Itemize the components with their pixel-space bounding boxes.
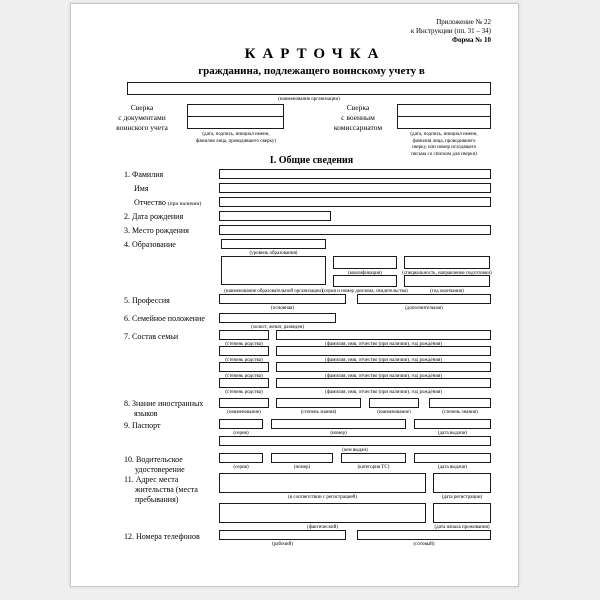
- language-level-input-1[interactable]: [276, 398, 361, 408]
- family-person-input-2[interactable]: [276, 346, 491, 356]
- education-diploma-caption: (серия и номер диплома, свидетельства): [322, 288, 408, 294]
- phone-work-input[interactable]: [219, 530, 346, 540]
- appendix-line-1: Приложение № 22: [436, 18, 491, 26]
- passport-date-caption: (дата выдачи): [437, 430, 468, 436]
- education-qualification-input[interactable]: [333, 256, 397, 269]
- passport-series-input[interactable]: [219, 419, 263, 429]
- address-actual-date-input[interactable]: [433, 503, 491, 523]
- family-person-caption-4: (фамилия, имя, отчество (при наличии), год рождения): [325, 389, 442, 395]
- language-name-caption-2: (наименование): [377, 409, 411, 415]
- profession-main-caption: (основная): [271, 305, 294, 311]
- family-person-input-3[interactable]: [276, 362, 491, 372]
- section-1-title: I. Общие сведения: [269, 155, 354, 166]
- appendix-line-2: к Инструкции (пп. 31 – 34): [410, 27, 491, 35]
- sverka-military-caption-2: фамилия лица, проводившего: [412, 138, 476, 144]
- passport-label: 9. Паспорт: [124, 421, 161, 430]
- family-person-caption-3: (фамилия, имя, отчество (при наличии), год рождения): [325, 373, 442, 379]
- document-subtitle: гражданина, подлежащего воинскому учету в: [198, 65, 425, 77]
- address-label-line1: 11. Адрес места: [124, 475, 179, 484]
- patronymic-label-note: (при наличии): [167, 201, 202, 207]
- sverka-military-caption-3: сверку, или номер исходящего: [411, 145, 477, 150]
- address-registration-date-caption: (дата регистрации): [441, 494, 483, 500]
- firstname-input[interactable]: [219, 183, 491, 193]
- family-relation-input-4[interactable]: [219, 378, 269, 388]
- license-number-caption: (номер): [293, 464, 311, 470]
- organization-name-input[interactable]: [127, 82, 491, 95]
- surname-input[interactable]: [219, 169, 491, 179]
- sverka-docs-input-row2[interactable]: [188, 117, 283, 129]
- education-year-input[interactable]: [404, 275, 490, 287]
- education-level-caption: (уровень образования): [249, 250, 298, 256]
- education-speciality-caption: (специальность, направление подготовки): [402, 270, 492, 276]
- profession-extra-input[interactable]: [357, 294, 491, 304]
- address-actual-caption: (фактический): [307, 524, 338, 530]
- patronymic-input[interactable]: [219, 197, 491, 207]
- sverka-military-input-row1[interactable]: [398, 105, 490, 117]
- education-org-input[interactable]: [221, 256, 326, 285]
- sverka-military-label-3: комиссариатом: [333, 123, 383, 132]
- sverka-military-caption-1: (дата, подпись, инициал имени,: [410, 132, 478, 137]
- patronymic-label: [134, 198, 201, 209]
- education-level-input[interactable]: [221, 239, 326, 249]
- profession-main-input[interactable]: [219, 294, 346, 304]
- document-page: [70, 3, 519, 587]
- language-level-caption-2: (степень знания): [442, 409, 478, 415]
- phone-cell-input[interactable]: [357, 530, 491, 540]
- license-category-caption: (категория ТС): [357, 464, 390, 470]
- patronymic-label-text: Отчество: [134, 198, 166, 207]
- sverka-docs-caption-2: фамилия лица, проводившего сверку): [195, 138, 277, 144]
- family-person-caption-2: (фамилия, имя, отчество (при наличии), год рождения): [325, 357, 442, 363]
- passport-issuer-input[interactable]: [219, 436, 491, 446]
- profession-extra-caption: (дополнительная): [405, 305, 443, 311]
- license-number-input[interactable]: [271, 453, 333, 463]
- appendix-note: [411, 18, 491, 45]
- address-label-line3: пребывания): [135, 495, 179, 504]
- sverka-military-label-2: с военным: [341, 113, 375, 122]
- family-relation-caption-2: (степень родства): [225, 357, 263, 363]
- marital-caption: (холост, женат, разведен): [250, 324, 305, 330]
- organization-name-caption: (наименование организации): [278, 97, 340, 102]
- education-label: 4. Образование: [124, 240, 176, 249]
- birthdate-label: 2. Дата рождения: [124, 212, 184, 221]
- sverka-docs-label-3: воинского учета: [116, 123, 168, 132]
- address-actual-input[interactable]: [219, 503, 426, 523]
- sverka-military-caption-4: письма со списком для сверки): [411, 151, 477, 157]
- language-level-input-2[interactable]: [429, 398, 491, 408]
- license-date-caption: (дата выдачи): [437, 464, 468, 470]
- form-number: Форма № 10: [451, 36, 491, 44]
- sverka-docs-label-1: Сверка: [130, 103, 154, 112]
- document-title: КАРТОЧКА: [244, 46, 386, 62]
- family-relation-input-2[interactable]: [219, 346, 269, 356]
- address-registration-input[interactable]: [219, 473, 426, 493]
- sverka-military-input-row2[interactable]: [398, 117, 490, 129]
- license-series-caption: (серия): [233, 464, 249, 470]
- sverka-military-label-1: Сверка: [346, 103, 370, 112]
- birthplace-label: 3. Место рождения: [124, 226, 189, 235]
- phone-cell-caption: (сотовый): [413, 541, 435, 547]
- education-year-caption: (год окончания): [430, 288, 464, 294]
- sverka-docs-caption-1: (дата, подпись, инициал имени,: [202, 132, 270, 137]
- phone-work-caption: (рабочий): [272, 541, 293, 547]
- languages-label-line2: языков: [134, 409, 158, 418]
- address-label-line2: жительства (места: [135, 485, 198, 494]
- languages-label-line1: 8. Знание иностранных: [124, 399, 204, 408]
- license-date-input[interactable]: [414, 453, 491, 463]
- phones-label: 12. Номера телефонов: [124, 532, 200, 541]
- language-name-caption-1: (наименование): [227, 409, 261, 415]
- sverka-docs-input[interactable]: [187, 104, 284, 129]
- address-registration-date-input[interactable]: [433, 473, 491, 493]
- sverka-military-input[interactable]: [397, 104, 491, 129]
- license-category-input[interactable]: [341, 453, 406, 463]
- family-relation-input-1[interactable]: [219, 330, 269, 340]
- family-relation-caption-1: (степень родства): [225, 341, 263, 347]
- surname-label: 1. Фамилия: [124, 170, 164, 179]
- address-registration-caption: (в соответствии с регистрацией): [288, 494, 357, 500]
- passport-date-input[interactable]: [414, 419, 491, 429]
- family-person-input-1[interactable]: [276, 330, 491, 340]
- address-actual-date-caption: (дата начала проживания): [434, 524, 490, 530]
- family-relation-caption-4: (степень родства): [225, 389, 263, 395]
- passport-number-input[interactable]: [271, 419, 406, 429]
- marital-label: 6. Семейное положение: [124, 314, 205, 323]
- education-qualification-caption: (квалификация): [348, 270, 382, 276]
- education-org-caption: (наименование образовательной организации): [224, 288, 323, 294]
- family-person-caption-1: (фамилия, имя, отчество (при наличии), год рождения): [325, 341, 442, 347]
- education-speciality-input[interactable]: [404, 256, 490, 269]
- license-label-line2: удостоверение: [135, 465, 185, 474]
- license-label-line1: 10. Водительское: [124, 455, 183, 464]
- language-level-caption-1: (степень знания): [300, 409, 337, 415]
- passport-number-caption: (номер): [330, 430, 347, 436]
- sverka-military-label: [323, 103, 393, 133]
- birthplace-input[interactable]: [219, 225, 491, 235]
- education-diploma-input[interactable]: [333, 275, 397, 287]
- firstname-label: Имя: [134, 184, 149, 193]
- family-relation-caption-3: (степень родства): [225, 373, 263, 379]
- birthdate-input[interactable]: [219, 211, 331, 221]
- language-name-input-2[interactable]: [369, 398, 419, 408]
- sverka-docs-label: [101, 103, 183, 133]
- marital-input[interactable]: [219, 313, 336, 323]
- family-label: 7. Состав семьи: [124, 332, 179, 341]
- passport-series-caption: (серия): [233, 430, 249, 436]
- sverka-docs-label-2: с документами: [118, 113, 166, 122]
- license-series-input[interactable]: [219, 453, 263, 463]
- passport-issuer-caption: (кем выдан): [342, 447, 368, 453]
- family-person-input-4[interactable]: [276, 378, 491, 388]
- sverka-docs-input-row1[interactable]: [188, 105, 283, 117]
- language-name-input-1[interactable]: [219, 398, 269, 408]
- family-relation-input-3[interactable]: [219, 362, 269, 372]
- profession-label: 5. Профессия: [124, 296, 170, 305]
